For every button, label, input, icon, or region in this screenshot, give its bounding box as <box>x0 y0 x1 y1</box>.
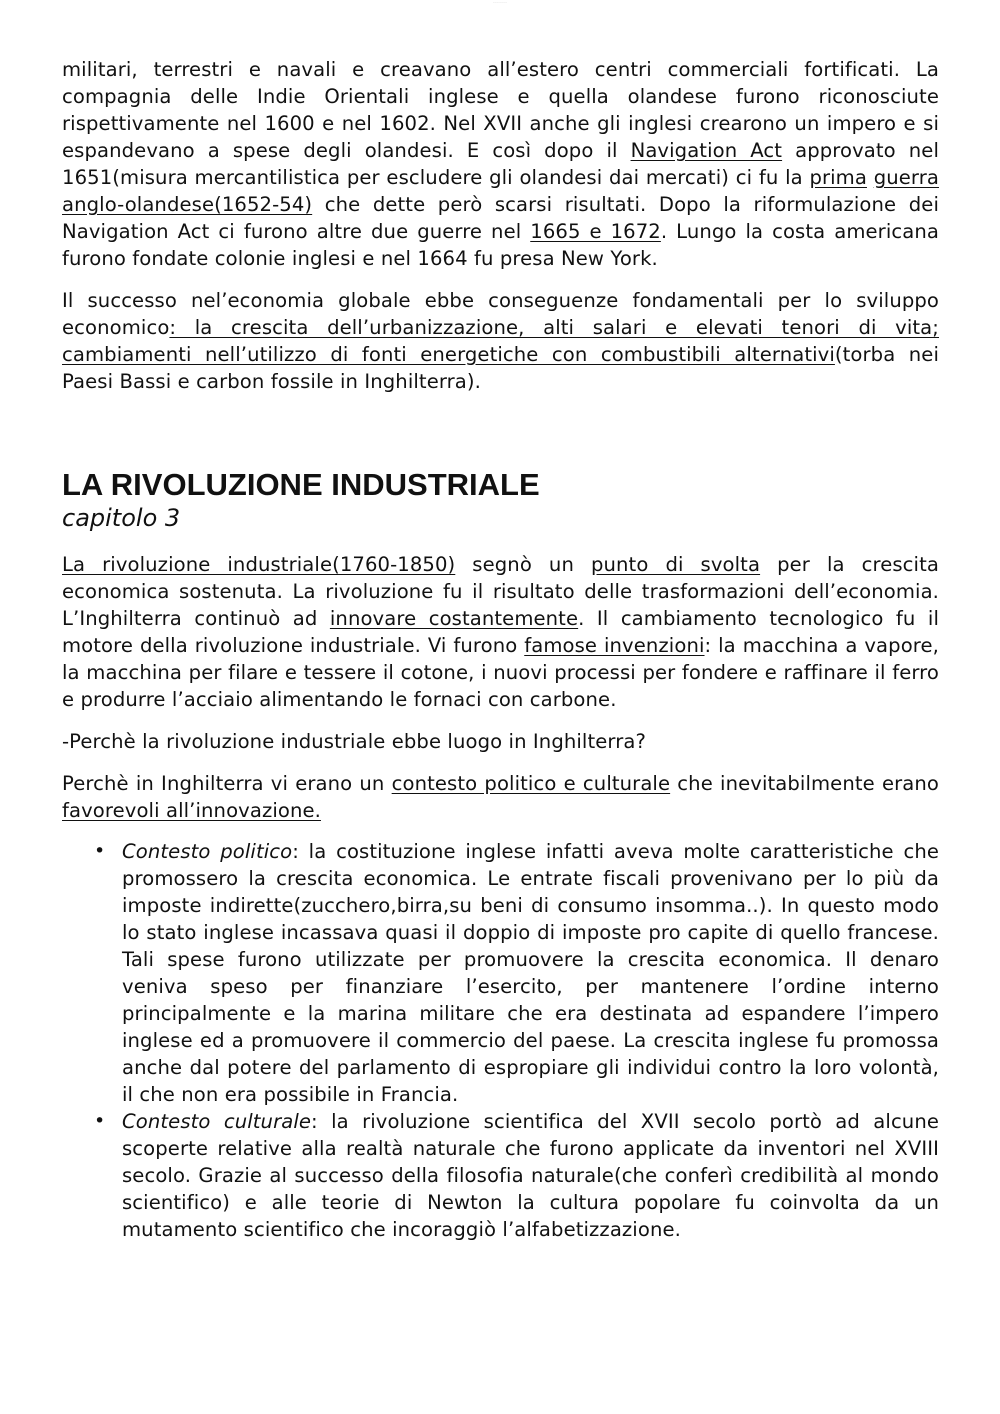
chapter-subtitle: capitolo 3 <box>62 504 181 532</box>
underlined-turning-point: punto di svolta <box>590 553 761 576</box>
text-run: . Il cambiamento tecnologico fu il motore della rivoluzione industriale. Vi furono <box>62 607 939 657</box>
underlined-anglo-dutch-war: guerra anglo-olandese(1652-54) <box>62 166 939 216</box>
page-content <box>62 56 939 1243</box>
context-bullet-list <box>62 838 939 1243</box>
bullet-text: : la rivoluzione scientifica del XVII secolo portò ad alcune scoperte relative alla realtà naturale che furono applicate da inventori nel XVIII secolo. Grazie al successo della filosofia naturale(che conferì credibilità al mondo scientifico) e alle teorie di Newton la cultura popolare fu coinvolta da un mutamento scientifico che incoraggiò l’alfabetizzazione. <box>122 1110 940 1241</box>
text-run: (torba nei Paesi Bassi e carbon fossile in Inghilterra). <box>62 343 939 393</box>
underlined-innovate: innovare costantemente <box>329 607 579 630</box>
underlined-energy-sources: cambiamenti nell’utilizzo di fonti energetiche con combustibili alternativi <box>62 343 835 366</box>
text-run: che dette però scarsi risultati. Dopo la riformulazione dei Navigation Act ci furono altre due guerre nel <box>62 193 939 243</box>
text-run <box>867 166 874 189</box>
underlined-urbanization: : la crescita dell’urbanizzazione, alti salari e elevati tenori di vita; <box>169 316 939 339</box>
paragraph-commercial-expansion <box>62 56 939 272</box>
bullet-label: Contesto culturale <box>122 1110 312 1133</box>
bullet-marker: • <box>94 1110 106 1132</box>
text-run: per la crescita economica sostenuta. La rivoluzione fu il risultato delle trasformazioni dell’economia. L’Inghilterra continuò ad <box>62 553 939 630</box>
text-run: Il successo nel’economia globale ebbe conseguenze fondamentali per lo sviluppo economico <box>62 289 939 339</box>
bullet-text: : la costituzione inglese infatti aveva molte caratteristiche che promossero la crescita economica. Le entrate fiscali provenivano per lo più da imposte indirette(zucchero,birra,su beni di consumo insomma..). In questo modo lo stato inglese incassava quasi il doppio di imposte pro capite di quello francese. Tali spese furono utilizzate per promuovere la crescita economica. Il denaro veniva speso per finanziare l’esercito, per mantenere l’ordine interno principalmente e la marina militare che era destinata ad espandere l’impero inglese ed a promuovere il commercio del paese. La crescita inglese fu promossa anche dal potere del parlamento di espropiare gli individui contro la loro volontà, il che non era possibile in Francia. <box>122 840 939 1106</box>
underlined-favorable: favorevoli all’innovazione. <box>62 799 321 822</box>
underlined-famous-inventions: famose invenzioni <box>524 634 705 657</box>
text-run: che inevitabilmente erano <box>670 772 939 795</box>
underlined-navigation-act: Navigation Act <box>630 139 783 162</box>
section-heading: LA RIVOLUZIONE INDUSTRIALE <box>62 467 540 502</box>
paragraph-industrial-revolution <box>62 551 939 713</box>
paragraph-answer <box>62 770 939 824</box>
text-run: approvato nel 1651(misura mercantilistica per escludere gli olandesi dai mercati) ci fu la <box>62 139 940 189</box>
underlined-context: contesto politico e culturale <box>391 772 671 795</box>
paragraph-global-economy-consequences <box>62 287 939 395</box>
bullet-cultural-context <box>94 1108 940 1243</box>
underlined-revolution-dates: La rivoluzione industriale(1760-1850) <box>62 553 456 576</box>
text-run: militari, terrestri e navali e creavano all’estero centri commerciali fortificati. La compagnia delle Indie Orientali inglese e quella olandese furono riconosciute rispettivamente nel 1600 e nel 1602. Nel XVII anche gli inglesi crearono un impero e si espandevano a spese degli olandesi. E così dopo il <box>62 58 939 162</box>
bullet-marker: • <box>94 840 106 862</box>
text-run: Perchè in Inghilterra vi erano un <box>62 772 392 795</box>
question-line: -Perchè la rivoluzione industriale ebbe luogo in Inghilterra? <box>62 730 646 753</box>
text-run: . Lungo la costa americana furono fondate colonie inglesi e nel 1664 fu presa New York. <box>62 220 939 270</box>
underlined-war-years: 1665 e 1672 <box>530 220 661 243</box>
underlined-prima: prima <box>809 166 867 189</box>
bullet-label: Contesto politico <box>122 840 293 863</box>
page-header-mark: - - - - - - - <box>493 0 507 4</box>
text-run: : la macchina a vapore, la macchina per filare e tessere il cotone, i nuovi processi per fondere e raffinare il ferro e produrre l’acciaio alimentando le fornaci con carbone. <box>62 634 939 711</box>
bullet-political-context <box>94 838 939 1108</box>
text-run: segnò un <box>455 553 591 576</box>
